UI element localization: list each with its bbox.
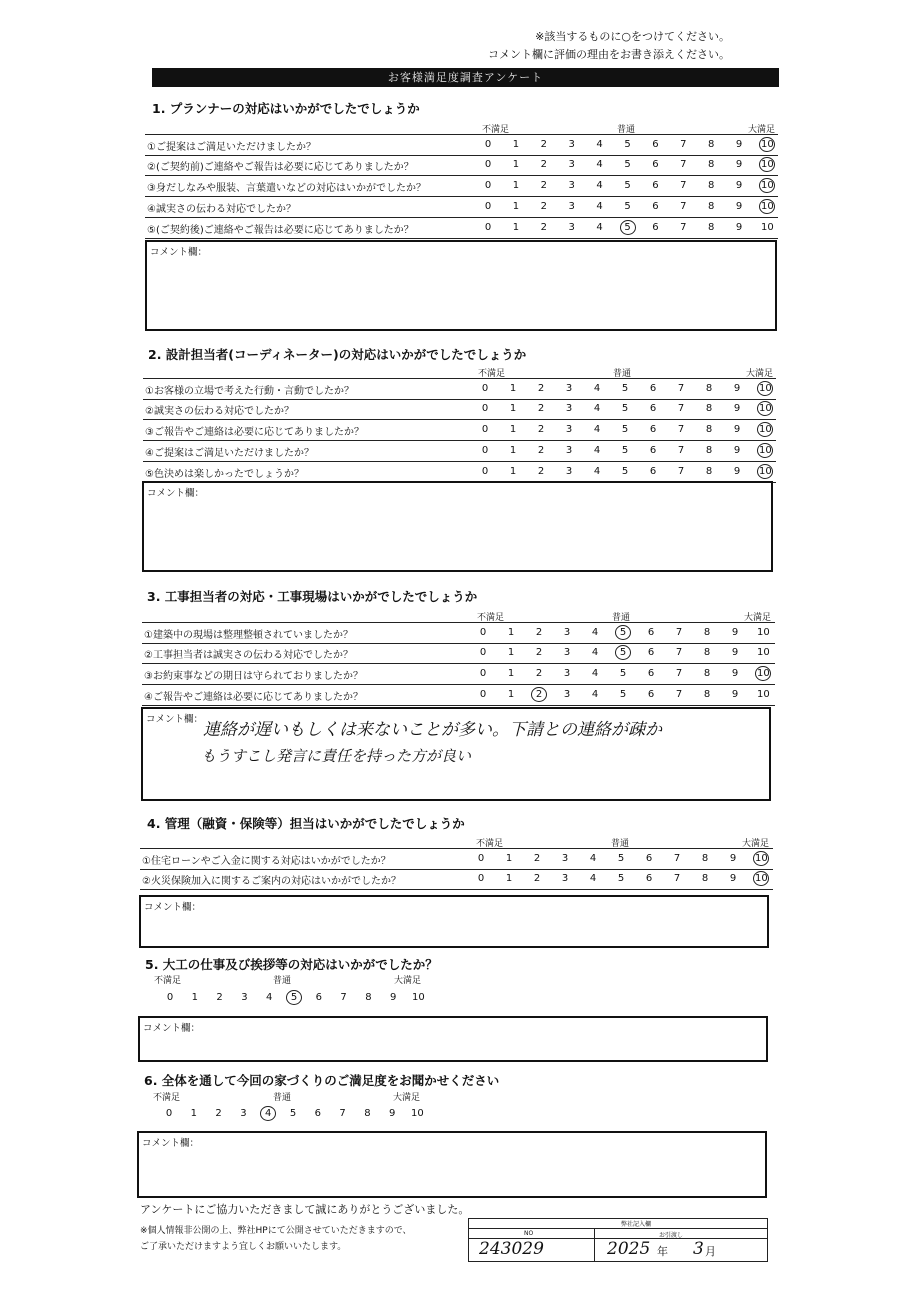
handwritten-month: 3 <box>693 1239 704 1259</box>
rating-option[interactable]: 7 <box>340 992 347 1003</box>
question-row <box>143 399 776 420</box>
question-row <box>140 848 773 870</box>
rating-option[interactable]: 7 <box>677 424 685 435</box>
rating-option[interactable]: 2 <box>533 873 541 884</box>
selected-rating[interactable]: 10 <box>759 403 772 414</box>
rating-option[interactable]: 5 <box>621 383 629 394</box>
selected-rating[interactable]: 10 <box>759 383 772 394</box>
rating-option[interactable]: 9 <box>731 689 739 700</box>
rating-option[interactable]: 9 <box>389 1108 396 1119</box>
rating-option[interactable]: 1 <box>512 222 520 233</box>
question-row <box>143 441 776 462</box>
rating-option[interactable]: 4 <box>593 445 601 456</box>
rating-option[interactable]: 0 <box>479 668 487 679</box>
rating-option[interactable]: 9 <box>731 627 739 638</box>
section-2-title: 2. 設計担当者(コーディネーター)の対応はいかがでしたでしょうか <box>148 347 527 362</box>
comment-label: コメント欄： <box>147 488 205 499</box>
selected-rating[interactable]: 5 <box>622 222 634 233</box>
rating-option[interactable]: 0 <box>479 627 487 638</box>
rating-option[interactable]: 4 <box>591 627 599 638</box>
rating-option[interactable]: 5 <box>624 180 631 191</box>
rating-option[interactable]: 0 <box>481 403 489 414</box>
selected-rating[interactable]: 10 <box>759 466 772 477</box>
rating-option[interactable]: 8 <box>701 873 709 884</box>
rating-option[interactable]: 6 <box>645 873 653 884</box>
scale-low-label: 不満足 <box>478 369 506 379</box>
rating-option[interactable]: 8 <box>364 1108 371 1119</box>
rating-option[interactable]: 2 <box>535 627 543 638</box>
rating-option[interactable]: 0 <box>484 139 492 150</box>
rating-option[interactable]: 0 <box>484 222 492 233</box>
rating-option[interactable]: 6 <box>652 222 659 233</box>
rating-option[interactable]: 2 <box>537 403 545 414</box>
rating-option[interactable]: 6 <box>647 668 655 679</box>
rating-option[interactable]: 6 <box>315 992 322 1003</box>
scale-low-label: 不満足 <box>476 839 504 849</box>
rating-option[interactable]: 5 <box>617 853 625 864</box>
rating-option[interactable]: 8 <box>705 383 713 394</box>
rating-option[interactable]: 5 <box>624 139 631 150</box>
selected-rating[interactable]: 5 <box>617 647 629 658</box>
rating-option[interactable]: 5 <box>621 445 629 456</box>
rating-option[interactable]: 8 <box>708 180 715 191</box>
rating-option[interactable]: 1 <box>509 445 517 456</box>
thanks-message: アンケートにご協力いただきまして誠にありがとうございました。 <box>140 1203 470 1216</box>
question-row <box>142 643 775 664</box>
rating-option[interactable]: 2 <box>215 1108 222 1119</box>
rating-option[interactable]: 4 <box>591 668 599 679</box>
section-1-title: 1. プランナーの対応はいかがでしたでしょうか <box>152 101 420 116</box>
question-text: ②(ご契約前)ご連絡やご報告は必要に応じてありましたか？ <box>147 162 414 173</box>
rating-option[interactable]: 6 <box>652 180 659 191</box>
rating-option[interactable]: 10 <box>757 647 770 658</box>
rating-option[interactable]: 0 <box>481 466 489 477</box>
rating-option[interactable]: 3 <box>561 873 569 884</box>
selected-rating[interactable]: 5 <box>288 992 300 1003</box>
rating-option[interactable]: 4 <box>596 201 603 212</box>
question-row <box>145 155 778 176</box>
rating-option[interactable]: 9 <box>733 466 741 477</box>
office-use-box <box>468 1218 768 1262</box>
rating-option[interactable]: 1 <box>512 180 520 191</box>
rating-option[interactable]: 0 <box>477 853 485 864</box>
rating-option[interactable]: 0 <box>479 689 487 700</box>
rating-option[interactable]: 0 <box>165 1108 173 1119</box>
handwritten-no: 243029 <box>479 1239 544 1259</box>
selected-rating[interactable]: 10 <box>755 853 768 864</box>
scale-mid-label: 普通 <box>613 369 632 379</box>
section-4-comment-box[interactable] <box>139 895 769 948</box>
scale-mid-label: 普通 <box>617 125 636 135</box>
rating-option[interactable]: 10 <box>757 689 770 700</box>
rating-option[interactable]: 3 <box>241 992 248 1003</box>
section-4-title: 4. 管理（融資・保険等）担当はいかがでしたでしょうか <box>147 816 465 831</box>
question-row <box>145 134 778 156</box>
question-row <box>143 462 776 483</box>
rating-option[interactable]: 3 <box>568 159 575 170</box>
rating-option[interactable]: 4 <box>593 466 601 477</box>
rating-option[interactable]: 2 <box>540 201 547 212</box>
scale-mid-label: 普通 <box>611 839 630 849</box>
question-text: ②工事担当者は誠実さの伝わる対応でしたか？ <box>144 650 353 661</box>
rating-option[interactable]: 8 <box>705 403 713 414</box>
scale-mid-label: 普通 <box>273 976 292 986</box>
scale-high-label: 大満足 <box>748 125 776 135</box>
rating-option[interactable]: 4 <box>596 159 603 170</box>
privacy-note-1: ※個人情報非公開の上、弊社HPにて公開させていただきますので、 <box>140 1226 412 1236</box>
scale-low-label: 不満足 <box>154 976 182 986</box>
rating-option[interactable]: 6 <box>652 139 659 150</box>
selected-rating[interactable]: 2 <box>533 689 545 700</box>
rating-option[interactable]: 7 <box>677 383 685 394</box>
rating-option[interactable]: 2 <box>533 853 541 864</box>
rating-option[interactable]: 6 <box>647 689 655 700</box>
question-row <box>142 622 775 644</box>
comment-label: コメント欄： <box>142 1138 200 1149</box>
rating-option[interactable]: 4 <box>596 222 603 233</box>
office-use-header: 弊社記入欄 <box>621 1221 652 1228</box>
rating-option[interactable]: 1 <box>509 424 517 435</box>
rating-option[interactable]: 7 <box>677 445 685 456</box>
rating-option[interactable]: 2 <box>540 159 547 170</box>
handwritten-year: 2025 <box>607 1239 651 1259</box>
comment-label: コメント欄： <box>144 902 202 913</box>
rating-option[interactable]: 8 <box>703 689 711 700</box>
question-text: ②誠実さの伝わる対応でしたか？ <box>145 406 294 417</box>
rating-option[interactable]: 9 <box>733 424 741 435</box>
rating-option[interactable]: 0 <box>479 647 487 658</box>
selected-rating[interactable]: 10 <box>757 668 770 679</box>
rating-option[interactable]: 3 <box>563 668 571 679</box>
rating-option[interactable]: 1 <box>505 873 513 884</box>
question-text: ③ご報告やご連絡は必要に応じてありましたか？ <box>145 427 364 438</box>
instruction-note-2: コメント欄に評価の理由をお書き添えください。 <box>488 48 730 61</box>
rating-option[interactable]: 6 <box>649 445 657 456</box>
rating-option[interactable]: 3 <box>568 139 575 150</box>
rating-option[interactable]: 5 <box>289 1108 297 1119</box>
scale-high-label: 大満足 <box>393 1093 421 1103</box>
rating-option[interactable]: 7 <box>680 201 687 212</box>
rating-option[interactable]: 9 <box>733 383 741 394</box>
rating-option[interactable]: 9 <box>733 445 741 456</box>
rating-option[interactable]: 0 <box>484 159 492 170</box>
rating-option[interactable]: 5 <box>619 668 627 679</box>
question-text: ③身だしなみや服装、言葉遣いなどの対応はいかがでしたか？ <box>147 183 426 194</box>
rating-option[interactable]: 1 <box>190 1108 197 1119</box>
rating-option[interactable]: 9 <box>390 992 397 1003</box>
selected-rating[interactable]: 10 <box>761 159 774 170</box>
month-label: 月 <box>705 1245 716 1258</box>
scale-high-label: 大満足 <box>746 369 774 379</box>
rating-option[interactable]: 0 <box>166 992 174 1003</box>
scale-high-label: 大満足 <box>394 976 422 986</box>
rating-option[interactable]: 0 <box>481 445 489 456</box>
rating-option[interactable]: 5 <box>624 159 631 170</box>
rating-option[interactable]: 3 <box>568 222 575 233</box>
rating-option[interactable]: 7 <box>680 139 687 150</box>
rating-option[interactable]: 6 <box>314 1108 321 1119</box>
question-text: ①建築中の現場は整理整頓されていましたか？ <box>144 630 353 641</box>
rating-option[interactable]: 3 <box>568 201 575 212</box>
rating-option[interactable]: 0 <box>481 383 489 394</box>
rating-option[interactable]: 8 <box>703 668 711 679</box>
rating-option[interactable]: 6 <box>649 466 657 477</box>
rating-option[interactable]: 8 <box>705 466 713 477</box>
scale-mid-label: 普通 <box>612 613 631 623</box>
section-5-title: 5. 大工の仕事及び挨拶等の対応はいかがでしたか？ <box>145 957 438 972</box>
rating-option[interactable]: 10 <box>761 222 774 233</box>
question-text: ④ご提案はご満足いただけましたか？ <box>145 448 314 459</box>
rating-option[interactable]: 3 <box>561 853 569 864</box>
rating-option[interactable]: 4 <box>596 180 603 191</box>
rating-option[interactable]: 5 <box>621 403 629 414</box>
question-text: ⑤(ご契約後)ご連絡やご報告は必要に応じてありましたか？ <box>147 225 414 236</box>
rating-option[interactable]: 9 <box>733 403 741 414</box>
rating-option[interactable]: 9 <box>729 873 737 884</box>
handover-date-label: お引渡し <box>659 1232 684 1239</box>
question-row <box>145 197 778 218</box>
question-row <box>145 218 778 239</box>
rating-option[interactable]: 1 <box>507 627 515 638</box>
comment-label: コメント欄： <box>143 1023 201 1034</box>
rating-option[interactable]: 7 <box>677 466 685 477</box>
rating-option[interactable]: 9 <box>731 668 739 679</box>
rating-option[interactable]: 7 <box>680 222 687 233</box>
rating-option[interactable]: 7 <box>677 403 685 414</box>
rating-option[interactable]: 1 <box>512 159 520 170</box>
rating-option[interactable]: 2 <box>535 647 543 658</box>
section-6-comment-box[interactable] <box>137 1131 767 1198</box>
rating-option[interactable]: 6 <box>652 201 659 212</box>
selected-rating[interactable]: 5 <box>617 627 629 638</box>
rating-option[interactable]: 10 <box>411 1108 424 1119</box>
selected-rating[interactable]: 4 <box>262 1108 274 1119</box>
selected-rating[interactable]: 10 <box>761 201 774 212</box>
rating-option[interactable]: 8 <box>703 627 711 638</box>
instruction-note-1: ※該当するものに○をつけてください。 <box>535 30 730 43</box>
rating-option[interactable]: 5 <box>619 689 627 700</box>
rating-option[interactable]: 3 <box>568 180 575 191</box>
no-label: NO <box>524 1230 534 1237</box>
rating-option[interactable]: 7 <box>675 647 683 658</box>
rating-option[interactable]: 7 <box>675 689 683 700</box>
rating-option[interactable]: 3 <box>563 627 571 638</box>
rating-option[interactable]: 4 <box>589 873 597 884</box>
rating-option[interactable]: 8 <box>708 222 715 233</box>
question-text: ①住宅ローンやご入金に関する対応はいかがでしたか？ <box>142 856 391 867</box>
question-text: ④ご報告やご連絡は必要に応じてありましたか？ <box>144 692 363 703</box>
rating-option[interactable]: 6 <box>649 403 657 414</box>
rating-option[interactable]: 9 <box>735 139 743 150</box>
rating-option[interactable]: 1 <box>507 647 515 658</box>
rating-option[interactable]: 6 <box>645 853 653 864</box>
rating-option[interactable]: 8 <box>708 159 715 170</box>
rating-option[interactable]: 7 <box>675 627 683 638</box>
rating-option[interactable]: 10 <box>412 992 425 1003</box>
section-2-comment-box[interactable] <box>142 481 773 572</box>
rating-option[interactable]: 8 <box>703 647 711 658</box>
handwritten-comment-line-2: もうすこし発言に責任を持った方が良い <box>201 747 472 765</box>
rating-option[interactable]: 2 <box>537 466 545 477</box>
rating-option[interactable]: 4 <box>593 424 601 435</box>
rating-option[interactable]: 1 <box>512 201 520 212</box>
selected-rating[interactable]: 10 <box>759 445 772 456</box>
rating-option[interactable]: 10 <box>757 627 770 638</box>
question-row <box>140 869 773 890</box>
rating-option[interactable]: 1 <box>509 466 517 477</box>
rating-option[interactable]: 8 <box>705 424 713 435</box>
scale-low-label: 不満足 <box>153 1093 181 1103</box>
rating-option[interactable]: 6 <box>649 383 657 394</box>
rating-option[interactable]: 9 <box>731 647 739 658</box>
comment-label: コメント欄： <box>146 714 204 725</box>
rating-option[interactable]: 6 <box>647 647 655 658</box>
rating-option[interactable]: 2 <box>537 424 545 435</box>
selected-rating[interactable]: 10 <box>759 424 772 435</box>
question-text: ①お客様の立場で考えた行動・言動でしたか？ <box>145 386 354 397</box>
section-5-comment-box[interactable] <box>138 1016 768 1062</box>
question-row <box>142 685 775 706</box>
rating-option[interactable]: 2 <box>540 180 547 191</box>
rating-option[interactable]: 8 <box>708 139 715 150</box>
section-6-title: 6. 全体を通して今回の家づくりのご満足度をお聞かせください <box>144 1073 500 1088</box>
question-row <box>142 664 775 685</box>
privacy-note-2: ご了承いただけますよう宜しくお願いいたします。 <box>140 1242 347 1252</box>
rating-option[interactable]: 2 <box>537 445 545 456</box>
rating-option[interactable]: 3 <box>565 403 573 414</box>
handwritten-comment-line-1: 連絡が遅いもしくは来ないことが多い。下請との連絡が疎か <box>203 720 662 740</box>
rating-option[interactable]: 0 <box>481 424 489 435</box>
rating-option[interactable]: 8 <box>365 992 372 1003</box>
rating-option[interactable]: 3 <box>563 647 571 658</box>
rating-option[interactable]: 2 <box>537 383 545 394</box>
selected-rating[interactable]: 10 <box>761 139 774 150</box>
scale-low-label: 不満足 <box>482 125 510 135</box>
rating-option[interactable]: 0 <box>484 180 492 191</box>
rating-option[interactable]: 4 <box>591 689 599 700</box>
rating-option[interactable]: 2 <box>216 992 223 1003</box>
rating-option[interactable]: 4 <box>593 383 601 394</box>
rating-option[interactable]: 8 <box>701 853 709 864</box>
rating-option[interactable]: 5 <box>621 466 629 477</box>
rating-option[interactable]: 3 <box>565 424 573 435</box>
section-3-title: 3. 工事担当者の対応・工事現場はいかがでしたでしょうか <box>147 589 478 604</box>
rating-option[interactable]: 5 <box>624 201 631 212</box>
question-text: ①ご提案はご満足いただけましたか？ <box>147 142 316 153</box>
rating-option[interactable]: 4 <box>591 647 599 658</box>
rating-option[interactable]: 1 <box>509 383 517 394</box>
question-row <box>145 176 778 197</box>
section-1-comment-box[interactable] <box>145 240 777 331</box>
question-row <box>143 420 776 441</box>
rating-option[interactable]: 7 <box>680 180 687 191</box>
rating-option[interactable]: 1 <box>507 668 515 679</box>
rating-option[interactable]: 9 <box>735 180 743 191</box>
rating-option[interactable]: 3 <box>565 383 573 394</box>
rating-option[interactable]: 6 <box>652 159 659 170</box>
rating-option[interactable]: 7 <box>680 159 687 170</box>
rating-option[interactable]: 2 <box>540 139 547 150</box>
rating-option[interactable]: 7 <box>673 853 681 864</box>
rating-option[interactable]: 3 <box>563 689 571 700</box>
rating-option[interactable]: 2 <box>540 222 547 233</box>
rating-option[interactable]: 5 <box>621 424 629 435</box>
selected-rating[interactable]: 10 <box>761 180 774 191</box>
rating-option[interactable]: 9 <box>735 159 743 170</box>
comment-label: コメント欄： <box>150 247 208 258</box>
scale-high-label: 大満足 <box>742 839 770 849</box>
rating-option[interactable]: 0 <box>477 873 485 884</box>
rating-option[interactable]: 7 <box>339 1108 346 1119</box>
question-row <box>143 378 776 400</box>
scale-high-label: 大満足 <box>744 613 772 623</box>
rating-option[interactable]: 8 <box>705 445 713 456</box>
rating-option[interactable]: 6 <box>649 424 657 435</box>
year-label: 年 <box>657 1245 668 1258</box>
rating-option[interactable]: 1 <box>509 403 517 414</box>
rating-option[interactable]: 5 <box>617 873 625 884</box>
section-3-comment-box[interactable] <box>141 707 771 801</box>
question-text: ⑤色決めは楽しかったでしょうか？ <box>145 469 304 480</box>
rating-option[interactable]: 3 <box>565 445 573 456</box>
rating-option[interactable]: 1 <box>191 992 198 1003</box>
rating-option[interactable]: 4 <box>593 403 601 414</box>
rating-option[interactable]: 3 <box>565 466 573 477</box>
survey-title: お客様満足度調査アンケート <box>152 68 779 87</box>
rating-option[interactable]: 0 <box>484 201 492 212</box>
rating-option[interactable]: 1 <box>512 139 520 150</box>
rating-option[interactable]: 4 <box>596 139 603 150</box>
rating-option[interactable]: 8 <box>708 201 715 212</box>
rating-option[interactable]: 2 <box>535 668 543 679</box>
rating-option[interactable]: 4 <box>266 992 273 1003</box>
rating-option[interactable]: 9 <box>735 222 743 233</box>
question-text: ②火災保険加入に関するご案内の対応はいかがでしたか？ <box>142 876 401 887</box>
selected-rating[interactable]: 10 <box>755 873 768 884</box>
rating-option[interactable]: 6 <box>647 627 655 638</box>
rating-option[interactable]: 3 <box>240 1108 247 1119</box>
rating-option[interactable]: 7 <box>673 873 681 884</box>
rating-option[interactable]: 9 <box>729 853 737 864</box>
scale-low-label: 不満足 <box>477 613 505 623</box>
rating-option[interactable]: 4 <box>589 853 597 864</box>
rating-option[interactable]: 9 <box>735 201 743 212</box>
question-text: ③お約束事などの期日は守られておりましたか？ <box>144 671 363 682</box>
rating-option[interactable]: 1 <box>507 689 515 700</box>
rating-option[interactable]: 7 <box>675 668 683 679</box>
question-text: ④誠実さの伝わる対応でしたか？ <box>147 204 296 215</box>
rating-option[interactable]: 1 <box>505 853 513 864</box>
scale-mid-label: 普通 <box>273 1093 292 1103</box>
